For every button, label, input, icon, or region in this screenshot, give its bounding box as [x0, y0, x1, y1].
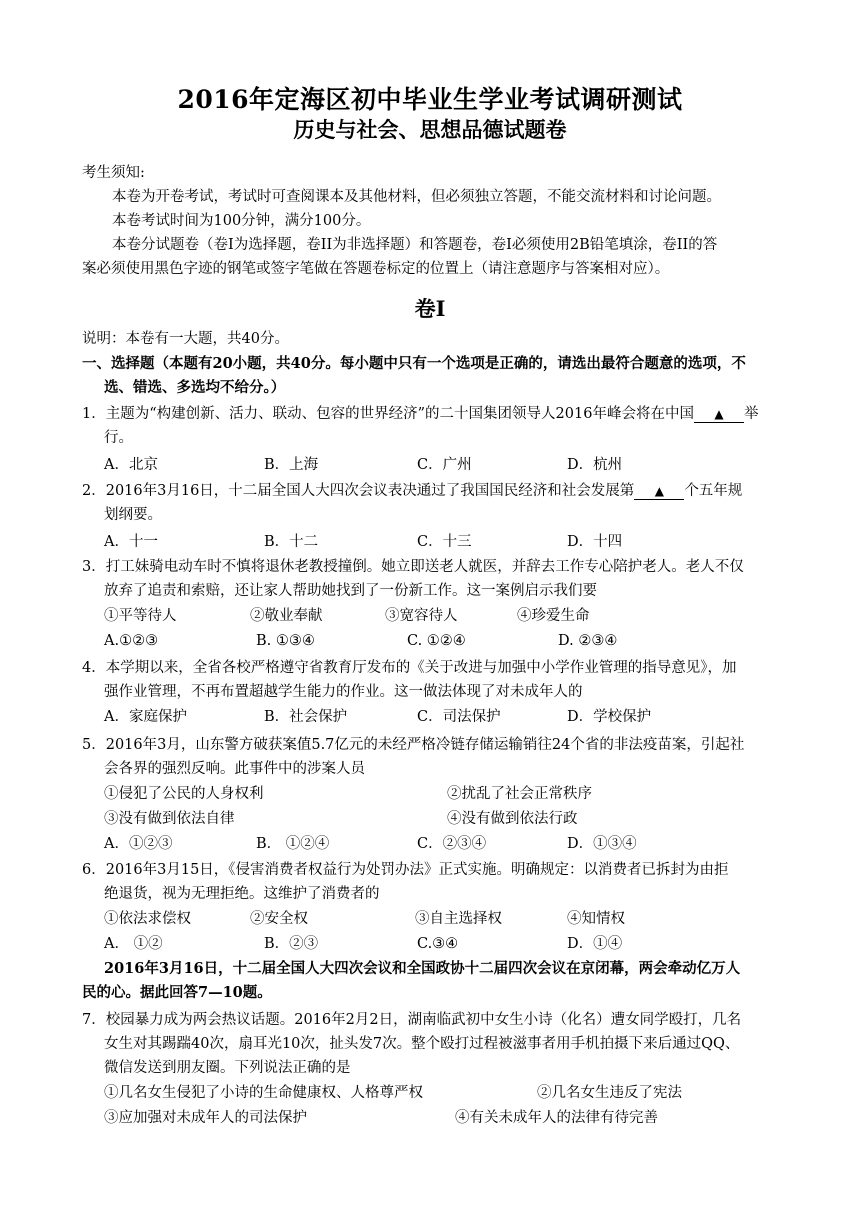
- option-a: A．家庭保护: [104, 709, 187, 725]
- notice-p2: 本卷考试时间为100分钟，满分100分。: [112, 213, 371, 229]
- option-d: D．学校保护: [567, 709, 652, 725]
- option-a: A． ①②: [104, 936, 163, 952]
- option-c: C.③④: [417, 936, 459, 952]
- answer-blank: ▲: [634, 483, 684, 500]
- option-c: C．②③④: [417, 836, 487, 852]
- statement-1: ①几名女生侵犯了小诗的生命健康权、人格尊严权: [104, 1085, 423, 1101]
- question-1: [82, 404, 758, 424]
- option-a: A．十一: [104, 534, 158, 550]
- question-5-cont: 会各界的强烈反响。此事件中的涉案人员: [104, 761, 365, 777]
- option-d: D．①④: [567, 936, 623, 952]
- group-intro-cont: 民的心。据此回答7—10题。: [82, 984, 272, 1001]
- question-text-tail: 举: [743, 406, 759, 422]
- option-c: C．广州: [417, 457, 472, 473]
- option-d: D. ②③④: [558, 633, 618, 649]
- question-6: 6．2016年3月15日，《侵害消费者权益行为处罚办法》正式实施。明确规定：以消费者已拆封为由拒: [82, 862, 729, 878]
- exam-title: 2016年定海区初中毕业生学业考试调研测试: [177, 85, 683, 114]
- option-d: D．杭州: [567, 457, 623, 473]
- option-a: A．北京: [104, 457, 158, 473]
- part-heading-cont: 选、错选、多选均不给分。）: [104, 379, 286, 396]
- question-text-tail: 个五年规: [684, 483, 743, 499]
- answer-blank: ▲: [694, 406, 744, 423]
- option-d: D．十四: [567, 534, 623, 550]
- option-b: B. ①③④: [256, 633, 315, 649]
- statement-4: ④珍爱生命: [517, 608, 590, 624]
- option-b: B．十二: [264, 534, 319, 550]
- question-4-cont: 强作业管理，不再布置超越学生能力的作业。这一做法体现了对未成年人的: [104, 684, 583, 700]
- option-b: B．社会保护: [264, 709, 348, 725]
- question-2: [82, 481, 742, 501]
- statement-4: ④知情权: [567, 911, 625, 927]
- statement-3: ③应加强对未成年人的司法保护: [104, 1110, 307, 1126]
- question-1-cont: 行。: [104, 430, 133, 446]
- notice-heading: 考生须知:: [82, 165, 145, 181]
- notice-p1: 本卷为开卷考试，考试时可查阅课本及其他材料，但必须独立答题，不能交流材料和讨论问题。: [112, 189, 721, 205]
- statement-2: ②几名女生违反了宪法: [537, 1085, 682, 1101]
- section-note: 说明：本卷有一大题，共40分。: [82, 331, 289, 347]
- statement-1: ①平等待人: [104, 608, 177, 624]
- statement-4: ④没有做到依法行政: [447, 811, 578, 827]
- option-d: D．①③④: [567, 836, 637, 852]
- option-b: B． ①②④: [256, 836, 330, 852]
- statement-2: ②安全权: [250, 911, 308, 927]
- statement-1: ①侵犯了公民的人身权利: [104, 786, 264, 802]
- part-heading: 一、选择题（本题有20小题，共40分。每小题中只有一个选项是正确的，请选出最符合题意的选项，不: [82, 355, 746, 372]
- option-b: B．上海: [264, 457, 319, 473]
- question-3: 3．打工妹骑电动车时不慎将退休老教授撞倒。她立即送老人就医，并辞去工作专心陪护老人。老人不仅: [82, 559, 744, 575]
- option-c: C. ①②④: [407, 633, 466, 649]
- statement-3: ③自主选择权: [415, 911, 502, 927]
- option-c: C．司法保护: [417, 709, 501, 725]
- question-6-cont: 绝退货，视为无理拒绝。这维护了消费者的: [104, 886, 380, 902]
- group-intro: 2016年3月16日，十二届全国人大四次会议和全国政协十二届四次会议在京闭幕，两会牵动亿万人: [104, 960, 741, 977]
- statement-4: ④有关未成年人的法律有待完善: [455, 1110, 658, 1126]
- question-text: 2．2016年3月16日，十二届全国人大四次会议表决通过了我国国民经济和社会发展第: [82, 483, 635, 499]
- statement-3: ③没有做到依法自律: [104, 811, 235, 827]
- question-text: 1．主题为“构建创新、活力、联动、包容的世界经济”的二十国集团领导人2016年峰会将在中国: [82, 406, 694, 422]
- question-3-cont: 放弃了追责和索赔，还让家人帮助她找到了一份新工作。这一案例启示我们要: [104, 583, 597, 599]
- option-a: A．①②③: [104, 836, 173, 852]
- option-c: C．十三: [417, 534, 472, 550]
- question-7: 7．校园暴力成为两会热议话题。2016年2月2日，湖南临武初中女生小诗（化名）遭女同学殴打，几名: [82, 1012, 742, 1028]
- notice-p3a: 本卷分试题卷（卷I为选择题，卷II为非选择题）和答题卷，卷I必须使用2B铅笔填涂，卷II的答: [112, 237, 718, 253]
- option-b: B．②③: [264, 936, 319, 952]
- statement-2: ②扰乱了社会正常秩序: [447, 786, 592, 802]
- question-5: 5．2016年3月，山东警方破获案值5.7亿元的未经严格冷链存储运输销往24个省的非法疫苗案，引起社: [82, 737, 745, 753]
- question-2-cont: 划纲要。: [104, 507, 162, 523]
- question-7-cont: 女生对其踢踹40次，扇耳光10次，扯头发7次。整个殴打过程被滋事者用手机拍摄下来后通过QQ、: [104, 1036, 740, 1052]
- option-a: A.①②③: [104, 633, 159, 649]
- question-7-cont2: 微信发送到朋友圈。下列说法正确的是: [104, 1060, 351, 1076]
- section-title: 卷I: [414, 296, 446, 321]
- statement-3: ③宽容待人: [385, 608, 458, 624]
- statement-1: ①依法求偿权: [104, 911, 191, 927]
- exam-subtitle: 历史与社会、思想品德试题卷: [293, 117, 567, 142]
- statement-2: ②敬业奉献: [250, 608, 323, 624]
- notice-p3b: 案必须使用黑色字迹的钢笔或签字笔做在答题卷标定的位置上（请注意题序与答案相对应）。: [82, 261, 670, 277]
- question-4: 4．本学期以来，全省各校严格遵守省教育厅发布的《关于改进与加强中小学作业管理的指导意见》，加: [82, 660, 737, 676]
